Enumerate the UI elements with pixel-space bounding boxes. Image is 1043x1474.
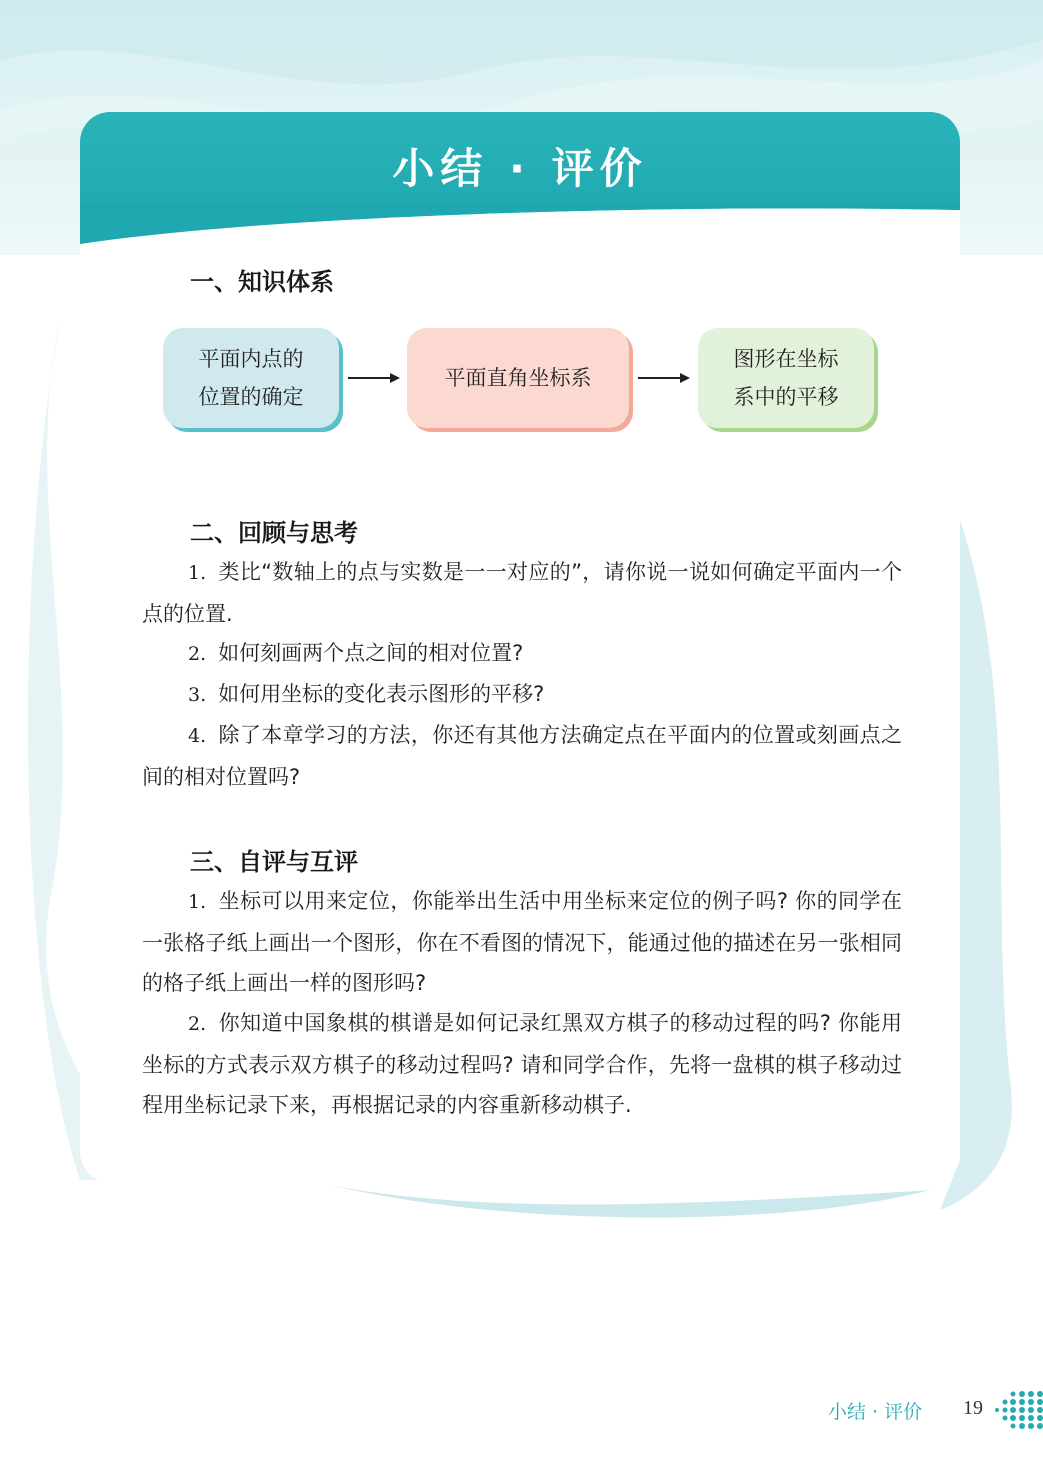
concept-box-line: 位置的确定 bbox=[198, 385, 304, 409]
page-number: 19 bbox=[963, 1397, 983, 1419]
concept-box-line: 平面内点的 bbox=[198, 347, 304, 371]
section-heading-review: 二、回顾与思考 bbox=[190, 519, 358, 547]
footer-section-label: 小结 · 评价 bbox=[828, 1401, 923, 1423]
page-title: 小结 · 评价 bbox=[392, 144, 648, 193]
question-number: 2. bbox=[188, 643, 207, 665]
review-question-2 bbox=[142, 633, 902, 675]
evaluation-question-1 bbox=[142, 881, 902, 1004]
concept-box-line: 图形在坐标 bbox=[733, 347, 839, 371]
concept-box-translation bbox=[698, 328, 874, 428]
header-curve bbox=[80, 204, 960, 244]
question-text: 如何刻画两个点之间的相对位置? bbox=[218, 641, 524, 665]
review-question-1 bbox=[142, 552, 902, 634]
question-text: 类比“数轴上的点与实数是一一对应的”，请你说一说如何确定平面内一个点的位置. bbox=[142, 560, 902, 626]
section-heading-self-evaluation: 三、自评与互评 bbox=[190, 848, 358, 876]
question-number: 1. bbox=[188, 562, 207, 584]
concept-box-line: 平面直角坐标系 bbox=[444, 366, 592, 390]
concept-box-line: 系中的平移 bbox=[733, 385, 839, 409]
question-number: 1. bbox=[188, 891, 207, 913]
concept-box-point-position bbox=[163, 328, 339, 428]
question-text: 坐标可以用来定位，你能举出生活中用坐标来定位的例子吗? 你的同学在一张格子纸上画出一个图形，你在不看图的情况下，能通过他的描述在另一张相同的格子纸上画出一样的图形吗? bbox=[142, 889, 902, 995]
question-text: 除了本章学习的方法，你还有其他方法确定点在平面内的位置或刻画点之间的相对位置吗? bbox=[142, 723, 902, 789]
concept-box-coordinate-system bbox=[407, 328, 629, 428]
review-question-3 bbox=[142, 674, 902, 716]
question-number: 3. bbox=[188, 684, 207, 706]
evaluation-question-2 bbox=[142, 1003, 902, 1126]
question-text: 你知道中国象棋的棋谱是如何记录红黑双方棋子的移动过程的吗? 你能用坐标的方式表示双方棋子的移动过程吗? 请和同学合作，先将一盘棋的棋子移动过程用坐标记录下来，再根据记录的内容重新移动棋子. bbox=[142, 1011, 902, 1117]
section-heading-knowledge-system: 一、知识体系 bbox=[190, 268, 334, 296]
dot-grid-icon bbox=[993, 1388, 1043, 1432]
question-number: 2. bbox=[188, 1013, 207, 1035]
arrow-right-icon bbox=[346, 370, 402, 386]
question-text: 如何用坐标的变化表示图形的平移? bbox=[218, 682, 545, 706]
arrow-right-icon bbox=[636, 370, 692, 386]
review-question-4 bbox=[142, 715, 902, 797]
question-number: 4. bbox=[188, 725, 207, 747]
